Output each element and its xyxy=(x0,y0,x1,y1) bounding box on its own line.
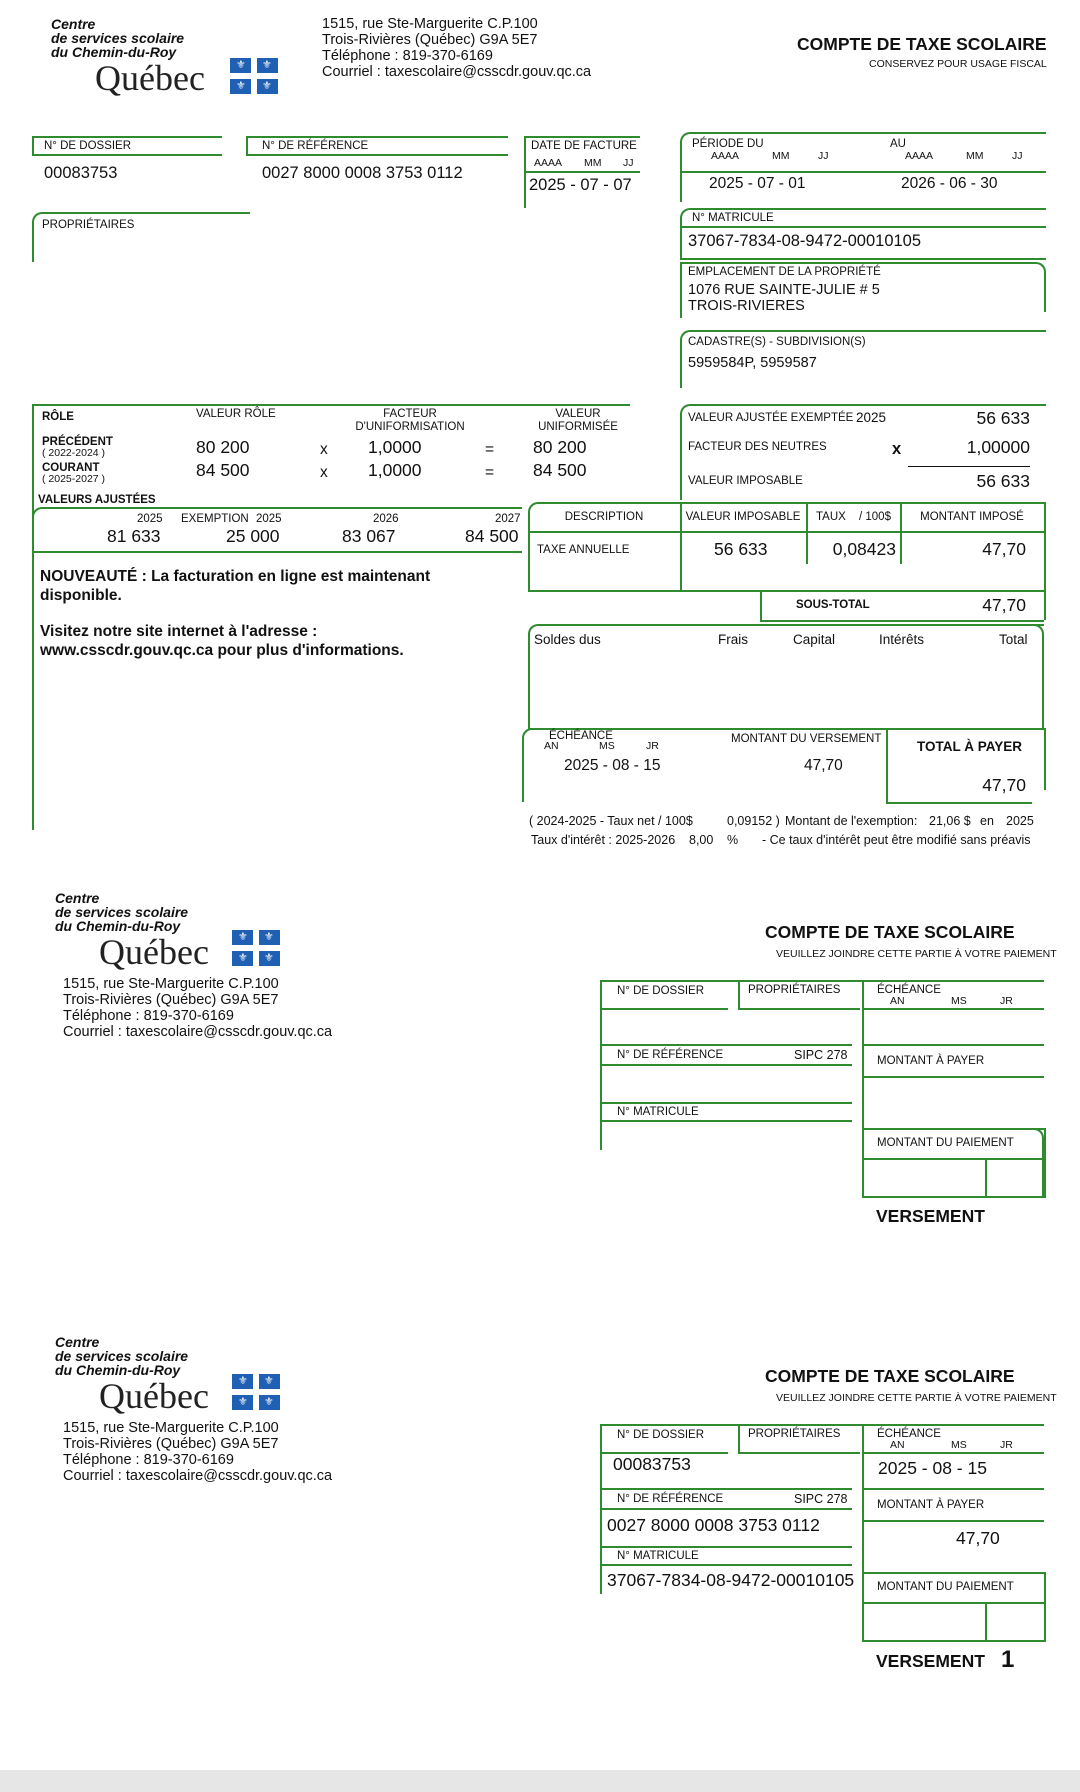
document-subtitle: CONSERVEZ POUR USAGE FISCAL xyxy=(869,58,1047,70)
org-name-line2: de services scolaire xyxy=(51,30,185,46)
exempt-label: VALEUR AJUSTÉE EXEMPTÉE xyxy=(688,412,854,424)
adjusted-2027: 84 500 xyxy=(465,526,519,546)
subtotal-amount: 47,70 xyxy=(982,595,1026,615)
subtotal-label: SOUS-TOTAL xyxy=(796,599,870,611)
cadastre-value: 5959584P, 5959587 xyxy=(688,355,817,371)
quebec-wordmark: Québec xyxy=(95,58,205,98)
location-line1: 1076 RUE SAINTE-JULIE # 5 xyxy=(688,282,880,298)
balances-box xyxy=(528,624,1044,730)
adjusted-2026: 83 067 xyxy=(342,526,396,546)
factor-current: 1,0000 xyxy=(368,460,422,480)
taxable-value: 56 633 xyxy=(976,471,1030,491)
adjusted-2025: 81 633 xyxy=(107,526,161,546)
org-name-line1: Centre xyxy=(51,16,96,32)
exemption-2025: 25 000 xyxy=(226,526,280,546)
total-due-label: TOTAL À PAYER xyxy=(917,739,1023,754)
due-date-label: ÉCHÉANCE xyxy=(549,730,613,742)
period-from: 2025 - 07 - 01 xyxy=(709,175,806,192)
notice-line1: NOUVEAUTÉ : La facturation en ligne est maintenant xyxy=(40,568,431,585)
neutral-factor-label: FACTEUR DES NEUTRES xyxy=(688,441,827,453)
coupon2-matricule: 37067-7834-08-9472-00010105 xyxy=(607,1570,855,1590)
dossier-number: 00083753 xyxy=(44,164,118,182)
exemption-amount: 21,06 $ xyxy=(929,814,971,828)
coupon-installment-label: VERSEMENT xyxy=(876,1206,985,1226)
uniform-value-current: 84 500 xyxy=(533,460,587,480)
org-address2: Trois-Rivières (Québec) G9A 5E7 xyxy=(322,32,538,48)
balances-label: Soldes dus xyxy=(534,632,601,647)
tax-row-value: 56 633 xyxy=(714,539,768,559)
location-label: EMPLACEMENT DE LA PROPRIÉTÉ xyxy=(688,266,881,278)
owners-label: PROPRIÉTAIRES xyxy=(42,219,135,231)
reference-number: 0027 8000 0008 3753 0112 xyxy=(262,164,463,182)
taxable-value-label: VALEUR IMPOSABLE xyxy=(688,475,803,487)
role-value-current: 84 500 xyxy=(196,460,250,480)
tax-row-rate: 0,08423 xyxy=(832,539,896,559)
neutral-factor-value: 1,00000 xyxy=(966,437,1030,457)
notice-line2: disponible. xyxy=(40,587,122,604)
org-email: Courriel : taxescolaire@csscdr.gouv.qc.ca xyxy=(322,64,592,80)
org-phone: Téléphone : 819-370-6169 xyxy=(322,48,493,64)
cadastre-label: CADASTRE(S) - SUBDIVISION(S) xyxy=(688,336,866,348)
coupon-title: COMPTE DE TAXE SCOLAIRE xyxy=(765,922,1015,942)
exempt-value: 56 633 xyxy=(976,408,1030,428)
divider xyxy=(32,136,222,138)
adjusted-values-label: VALEURS AJUSTÉES xyxy=(38,494,156,506)
role-previous-label: PRÉCÉDENT xyxy=(42,436,113,448)
due-date: 2025 - 08 - 15 xyxy=(564,757,661,774)
notice-website[interactable]: www.csscdr.gouv.qc.ca pour plus d'informations. xyxy=(40,642,404,659)
coupon2-due-date: 2025 - 08 - 15 xyxy=(878,1458,987,1478)
coupon2-reference: 0027 8000 0008 3753 0112 xyxy=(607,1515,820,1535)
coupon2-installment-number: 1 xyxy=(1001,1646,1015,1673)
org-name-line3: du Chemin-du-Roy xyxy=(51,44,177,60)
total-due-amount: 47,70 xyxy=(982,775,1026,795)
document-title: COMPTE DE TAXE SCOLAIRE xyxy=(797,34,1047,54)
dossier-label: N° DE DOSSIER xyxy=(44,140,132,152)
interest-rate: 8,00 xyxy=(689,833,714,847)
matricule-number: 37067-7834-08-9472-00010105 xyxy=(688,232,922,250)
location-line2: TROIS-RIVIERES xyxy=(688,298,805,314)
uniform-value-previous: 80 200 xyxy=(533,437,587,457)
role-value-previous: 80 200 xyxy=(196,437,250,457)
period-from-label: PÉRIODE DU xyxy=(692,138,764,150)
installment-amount: 47,70 xyxy=(804,757,843,774)
reference-label: N° DE RÉFÉRENCE xyxy=(262,140,369,152)
org-address1: 1515, rue Ste-Marguerite C.P.100 xyxy=(322,16,538,32)
coupon2-dossier: 00083753 xyxy=(613,1454,691,1474)
period-to-label: AU xyxy=(890,138,906,150)
tax-row-amount: 47,70 xyxy=(982,539,1026,559)
invoice-date: 2025 - 07 - 07 xyxy=(529,176,632,194)
period-to: 2026 - 06 - 30 xyxy=(901,175,998,192)
quebec-flag-icon: ⚜ ⚜ ⚜ ⚜ xyxy=(232,930,280,966)
notice-line3: Visitez notre site internet à l'adresse : xyxy=(40,623,318,640)
coupon2-amount-due: 47,70 xyxy=(956,1528,1000,1548)
invoice-date-label: DATE DE FACTURE xyxy=(531,140,637,152)
matricule-label: N° MATRICULE xyxy=(692,212,774,224)
factor-previous: 1,0000 xyxy=(368,437,422,457)
tax-row-description: TAXE ANNUELLE xyxy=(537,544,630,556)
quebec-flag-icon: ⚜ ⚜ ⚜ ⚜ xyxy=(232,1374,280,1410)
installment-label: MONTANT DU VERSEMENT xyxy=(731,733,882,745)
quebec-flag-icon: ⚜ ⚜ ⚜ ⚜ xyxy=(230,58,278,94)
role-header: RÔLE xyxy=(42,411,74,423)
page-footer-bar xyxy=(0,1770,1080,1792)
role-value-header: VALEUR RÔLE xyxy=(196,408,276,420)
role-current-label: COURANT xyxy=(42,462,100,474)
